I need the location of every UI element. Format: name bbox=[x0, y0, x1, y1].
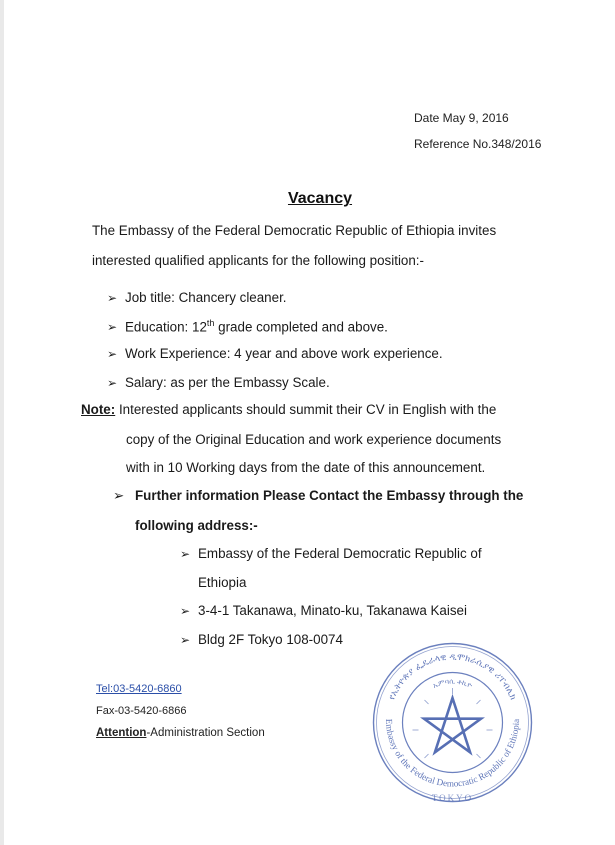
seal-bottom-text: Embassy of the Federal Democratic Republic of Ethiopia bbox=[383, 718, 522, 789]
seal-outer-ring bbox=[374, 644, 532, 802]
address-line-1: ➢ Embassy of the Federal Democratic Republic of bbox=[180, 546, 482, 561]
bullet-experience: ➢ Work Experience: 4 year and above work experience. bbox=[107, 346, 443, 361]
seal-inner-text: ኤምባሲ ቶኪዮ bbox=[431, 677, 474, 690]
note-line-1: Note: Interested applicants should summit their CV in English with the bbox=[81, 402, 497, 417]
scan-edge bbox=[0, 0, 4, 845]
intro-line-1: The Embassy of the Federal Democratic Republic of Ethiopia invites bbox=[92, 223, 497, 238]
seal-inner-ring bbox=[403, 673, 503, 773]
arrow-bullet-icon: ➢ bbox=[180, 604, 191, 618]
arrow-bullet-icon: ➢ bbox=[113, 488, 125, 503]
arrow-bullet-icon: ➢ bbox=[107, 291, 118, 305]
note-line-2: copy of the Original Education and work experience documents bbox=[126, 432, 502, 447]
note-label: Note: bbox=[81, 402, 116, 417]
seal-top-text: የኢትዮጵያ ፌዴራላዊ ዲሞክራሲያዊ ሪፐብሊክ bbox=[387, 652, 518, 702]
arrow-bullet-icon: ➢ bbox=[107, 320, 118, 335]
fax-line: Fax-03-5420-6866 bbox=[96, 705, 187, 717]
address-line-2: ➢ 3-4-1 Takanawa, Minato-ku, Takanawa Kaisei bbox=[180, 603, 467, 618]
star-emblem-icon bbox=[413, 688, 493, 758]
page-title: Vacancy bbox=[287, 190, 353, 207]
arrow-bullet-icon: ➢ bbox=[180, 633, 191, 647]
embassy-seal-stamp bbox=[370, 640, 535, 805]
bullet-salary: ➢ Salary: as per the Embassy Scale. bbox=[107, 375, 330, 390]
seal-city-text: TOKYO bbox=[431, 793, 474, 803]
further-info-line-1: ➢ Further information Please Contact the Embassy through the bbox=[113, 488, 524, 503]
attention-label: Attention bbox=[96, 727, 147, 739]
intro-line-2: interested qualified applicants for the following position:- bbox=[92, 253, 424, 268]
telephone-link[interactable]: Tel:03-5420-6860 bbox=[96, 683, 182, 695]
further-info-line-2: following address:- bbox=[135, 518, 258, 533]
address-line-3: ➢ Bldg 2F Tokyo 108-0074 bbox=[180, 632, 343, 647]
note-line-3: with in 10 Working days from the date of this announcement. bbox=[126, 460, 486, 475]
attention-line: Attention-Administration Section bbox=[96, 727, 265, 739]
bullet-job-title: ➢ Job title: Chancery cleaner. bbox=[107, 290, 287, 305]
arrow-bullet-icon: ➢ bbox=[107, 347, 118, 361]
bullet-education: ➢ Education: 12th grade completed and above. bbox=[107, 318, 388, 335]
date-line: Date May 9, 2016 bbox=[414, 111, 509, 125]
address-line-1b: Ethiopia bbox=[198, 575, 247, 590]
reference-line: Reference No.348/2016 bbox=[414, 137, 542, 151]
arrow-bullet-icon: ➢ bbox=[107, 376, 118, 390]
arrow-bullet-icon: ➢ bbox=[180, 547, 191, 561]
